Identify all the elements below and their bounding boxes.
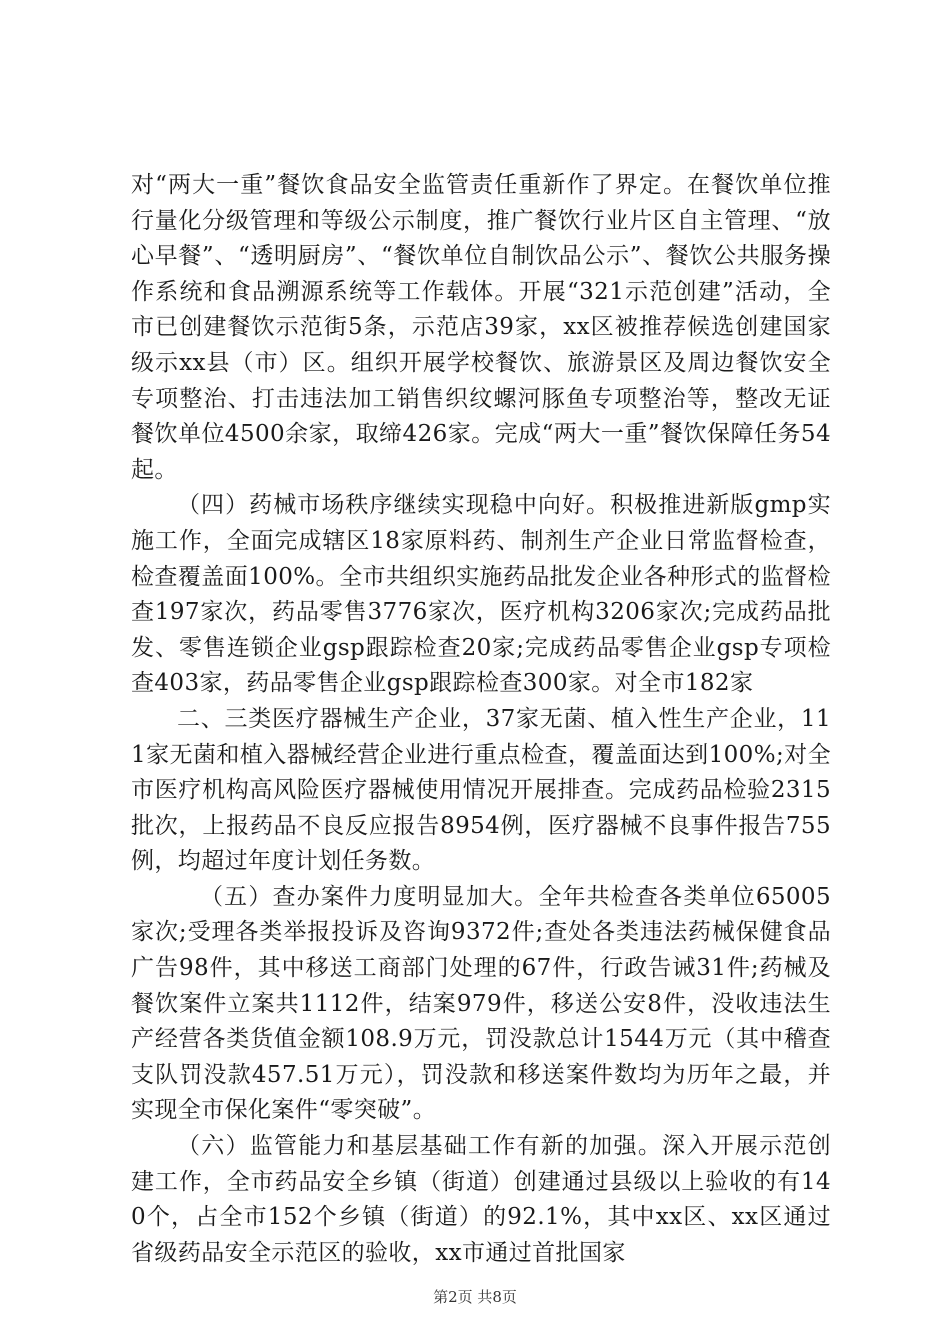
paragraph-catering-supervision: 对“两大一重”餐饮食品安全监管责任重新作了界定。在餐饮单位推行量化分级管理和等级公示制度，推广餐饮行业片区自主管理、“放心早餐”、“透明厨房”、“餐饮单位自制饮品公示”、餐饮公共服务操作系统和食品溯源系统等工作载体。开展“321示范创建”活动，全市已创建餐饮示范街5条，示范店39家，xx区被推荐候选创建国家级示xx县（市）区。组织开展学校餐饮、旅游景区及周边餐饮安全专项整治、打击违法加工销售织纹螺河豚鱼专项整治等，整改无证餐饮单位4500余家，取缔426家。完成“两大一重”餐饮保障任务54起。 <box>131 172 831 483</box>
document-body <box>131 168 831 1271</box>
paragraph-regulatory-capacity: （六）监管能力和基层基础工作有新的加强。深入开展示范创建工作，全市药品安全乡镇（街道）创建通过县级以上验收的有140个，占全市152个乡镇（街道）的92.1%，其中xx区、xx区通过省级药品安全示范区的验收，xx市通过首批国家 <box>131 1133 831 1266</box>
paragraph-case-handling: （五）查办案件力度明显加大。全年共检查各类单位65005家次;受理各类举报投诉及咨询9372件;查处各类违法药械保健食品广告98件，其中移送工商部门处理的67件，行政告诫31件;药械及餐饮案件立案共1112件，结案979件，移送公安8件，没收违法生产经营各类货值金额108.9万元，罚没款总计1544万元（其中稽查支队罚没款457.51万元），罚没款和移送案件数均为历年之最，并实现全市保化案件“零突破”。 <box>131 883 831 1124</box>
paragraph-drug-market-order: （四）药械市场秩序继续实现稳中向好。积极推进新版gmp实施工作，全面完成辖区18家原料药、制剂生产企业日常监督检查，检查覆盖面100%。全市共组织实施药品批发企业各种形式的监督检查197家次，药品零售3776家次，医疗机构3206家次;完成药品批发、零售连锁企业gsp跟踪检查20家;完成药品零售企业gsp专项检查403家，药品零售企业gsp跟踪检查300家。对全市182家 <box>131 492 831 697</box>
paragraph-medical-device-inspection: 二、三类医疗器械生产企业，37家无菌、植入性生产企业，111家无菌和植入器械经营企业进行重点检查，覆盖面达到100%;对全市医疗机构高风险医疗器械使用情况开展排查。完成药品检验2315批次，上报药品不良反应报告8954例，医疗器械不良事件报告755例，均超过年度计划任务数。 <box>131 705 831 875</box>
page-number-footer: 第2页 共8页 <box>433 1288 517 1306</box>
